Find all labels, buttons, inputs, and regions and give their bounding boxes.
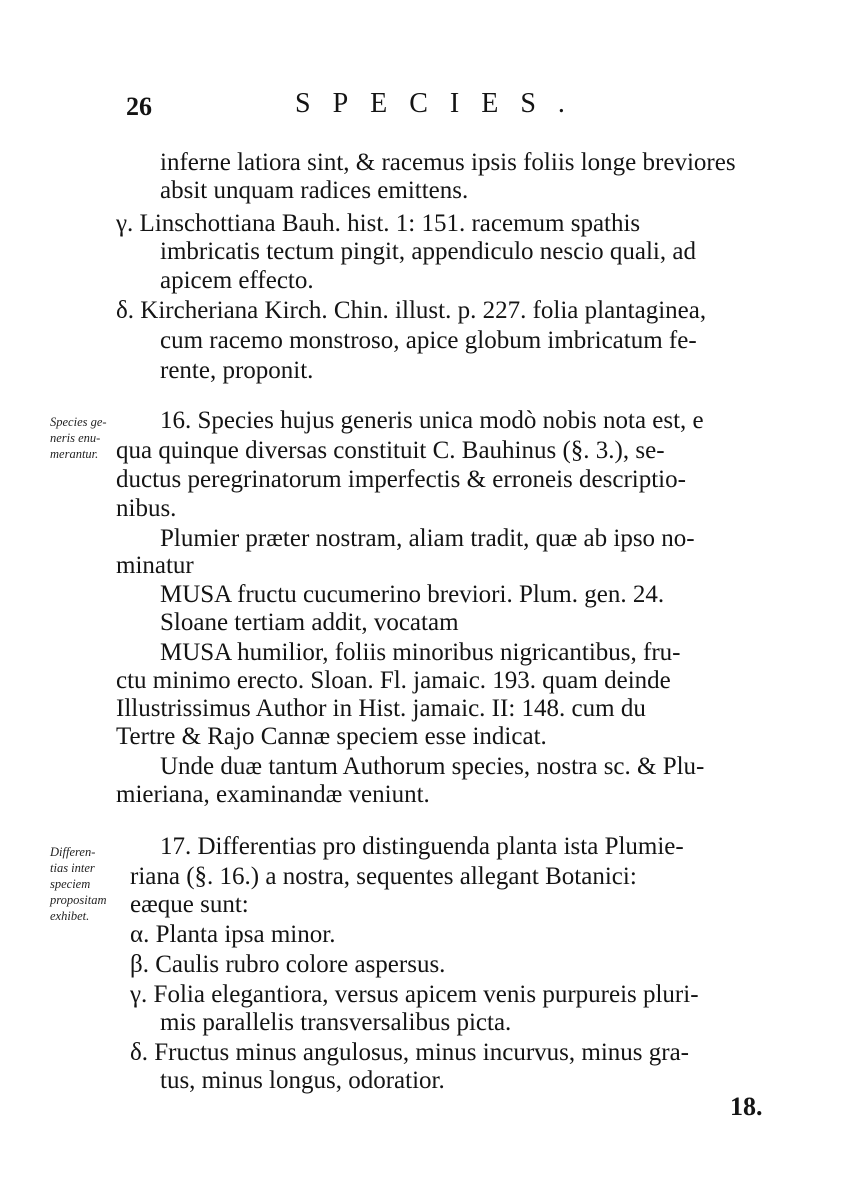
text-line: cum racemo monstroso, apice globum imbricatum fe- bbox=[160, 327, 697, 354]
text-line: MUSA fructu cucumerino breviori. Plum. gen. 24. bbox=[160, 581, 665, 608]
text-line: minatur bbox=[116, 552, 194, 579]
margin-note-line: Species ge- bbox=[50, 415, 107, 429]
text-line: Tertre & Rajo Cannæ speciem esse indicat. bbox=[116, 723, 547, 750]
text-line: δ. Fructus minus angulosus, minus incurvus, minus gra- bbox=[130, 1039, 689, 1066]
margin-note-line: tias inter bbox=[50, 861, 95, 875]
text-line: γ. Linschottiana Bauh. hist. 1: 151. racemum spathis bbox=[116, 210, 641, 237]
text-line: nibus. bbox=[116, 495, 177, 522]
text-line: γ. Folia elegantiora, versus apicem venis purpureis pluri- bbox=[130, 981, 699, 1008]
text-line: ductus peregrinatorum imperfectis & erroneis descriptio- bbox=[116, 466, 686, 493]
margin-note-line: exhibet. bbox=[50, 909, 90, 923]
text-line: ctu minimo erecto. Sloan. Fl. jamaic. 193. quam deinde bbox=[116, 667, 671, 694]
text-line: Illustrissimus Author in Hist. jamaic. II: 148. cum du bbox=[116, 695, 646, 722]
text-line: Plumier præter nostram, aliam tradit, quæ ab ipso no- bbox=[160, 525, 695, 552]
margin-note-line: merantur. bbox=[50, 447, 99, 461]
margin-note-line: neris enu- bbox=[50, 431, 101, 445]
text-line: mis parallelis transversalibus picta. bbox=[160, 1009, 512, 1036]
text-line: δ. Kircheriana Kirch. Chin. illust. p. 227. folia plantaginea, bbox=[116, 297, 707, 324]
catchword: 18. bbox=[730, 1092, 763, 1121]
text-line: riana (§. 16.) a nostra, sequentes allegant Botanici: bbox=[130, 863, 637, 890]
text-line: tus, minus longus, odoratior. bbox=[160, 1067, 445, 1094]
margin-note-line: speciem bbox=[50, 877, 91, 891]
text-line: mieriana, examinandæ veniunt. bbox=[116, 781, 430, 808]
text-line: rente, proponit. bbox=[160, 357, 314, 384]
text-line: eæque sunt: bbox=[130, 891, 249, 918]
text-line: qua quinque diversas constituit C. Bauhinus (§. 3.), se- bbox=[116, 437, 665, 464]
text-line: Unde duæ tantum Authorum species, nostra sc. & Plu- bbox=[160, 753, 705, 780]
text-line: apicem effecto. bbox=[160, 267, 314, 294]
text-line: 17. Differentias pro distinguenda planta ista Plumie- bbox=[160, 833, 684, 860]
text-line: MUSA humilior, foliis minoribus nigricantibus, fru- bbox=[160, 639, 681, 666]
text-line: imbricatis tectum pingit, appendiculo nescio quali, ad bbox=[160, 238, 696, 265]
margin-note bbox=[50, 844, 107, 924]
margin-note-line: propositam bbox=[50, 893, 107, 907]
running-title: SPECIES. bbox=[295, 88, 587, 119]
text-line: β. Caulis rubro colore aspersus. bbox=[130, 951, 446, 978]
text-line: Sloane tertiam addit, vocatam bbox=[160, 609, 459, 636]
page-number: 26 bbox=[126, 92, 152, 121]
text-line: α. Planta ipsa minor. bbox=[130, 921, 336, 948]
margin-note-line: Differen- bbox=[50, 845, 96, 859]
text-line: inferne latiora sint, & racemus ipsis foliis longe breviores bbox=[160, 149, 736, 176]
text-line: absit unquam radices emittens. bbox=[160, 177, 469, 204]
margin-note bbox=[50, 414, 107, 462]
text-line: 16. Species hujus generis unica modò nobis nota est, e bbox=[160, 407, 704, 434]
